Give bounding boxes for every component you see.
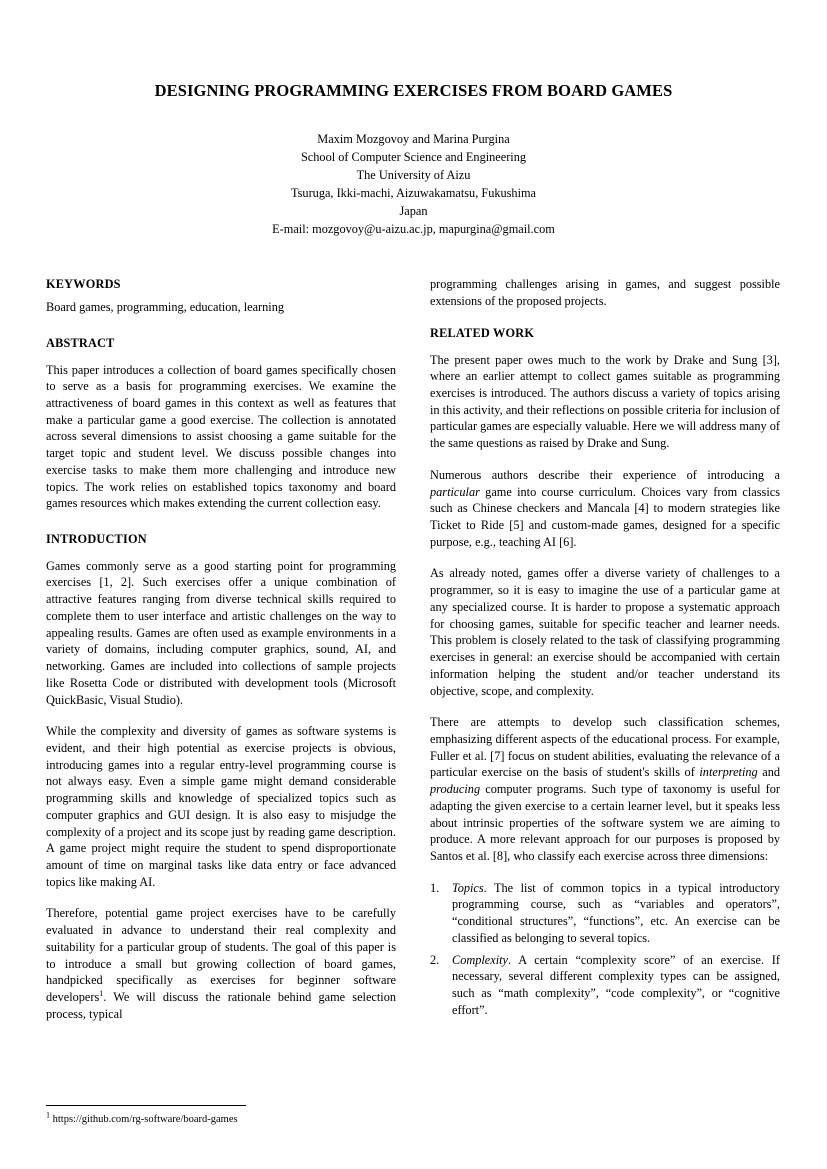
related-p2-emphasis: particular xyxy=(430,484,480,499)
related-p4-emphasis-2: producing xyxy=(430,782,481,797)
intro-paragraph-3 xyxy=(46,905,396,1022)
affiliation: School of Computer Science and Engineering xyxy=(300,150,527,165)
related-p4-emphasis-1: interpreting xyxy=(699,765,758,780)
intro-paragraph-2: While the complexity and diversity of games as software systems is evident, and their high potential as exercise projects is obvious, introducing games into a regular entry-level programming course is not always easy. Even a simple game might demand considerable programming skills and knowledge of specialized topics such as computer graphics and GUI design. It is also easy to misjudge the complexity of a project and its scope just by reading game description. A game project might require the student to spend disproportionate amount of time on marginal tasks like data entry or face advanced topics like making AI. xyxy=(46,724,396,889)
list-item-term: Topics xyxy=(452,880,484,895)
related-paragraph-4 xyxy=(430,714,780,864)
keywords-heading: KEYWORDS xyxy=(46,277,121,292)
abstract-paragraph: This paper introduces a collection of board games specifically chosen to serve as a basis for programming exercises. We examine the attractiveness of board games in this context as well as features that make a particular game a good exercise. The collection is annotated across several dimensions to assist choosing a game suitable for the target topic and student level. We discuss possible changes into exercise tasks to make them more challenging and introduce new topics. The work relies on established topics taxonomy and board games resources which makes extending the current collection easy. xyxy=(46,362,396,511)
email-line: E-mail: mozgovoy@u-aizu.ac.jp, mapurgina@gmail.com xyxy=(272,221,555,236)
introduction-heading: INTRODUCTION xyxy=(46,532,147,547)
related-p2-a: Numerous authors describe their experience of introducing a xyxy=(430,467,780,482)
related-paragraph-1: The present paper owes much to the work by Drake and Sung [3], where an earlier attempt to collect games suitable as programming exercises is introduced. The authors discuss a variety of topics arising in this activity, and their reflections on possible criteria for inclusion of particular games are especially valuable. Here we will address many of the same questions as raised by Drake and Sung. xyxy=(430,352,780,451)
left-column xyxy=(46,276,396,1041)
footnote-url: https://github.com/rg-software/board-games xyxy=(52,1114,238,1126)
related-work-section xyxy=(430,325,780,1019)
footnote-divider xyxy=(46,1105,246,1106)
list-item-body xyxy=(452,952,780,1019)
address: Tsuruga, Ikki-machi, Aizuwakamatsu, Fukushima xyxy=(290,185,537,200)
right-column xyxy=(430,276,780,1041)
keywords-text: Board games, programming, education, learning xyxy=(46,300,285,315)
related-p4-a: There are attempts to develop such classification schemes, emphasizing different aspects of the educational process. For example, Fuller et al. [7] focus on student abilities, evaluating the relevance of a particular exercise on the basis of student's skills of xyxy=(430,715,780,780)
footnote-ref: 1 xyxy=(99,988,104,998)
list-item xyxy=(430,952,780,1019)
intro-p3-text-a: Therefore, potential game project exercises have to be carefully evaluated in advance to understand their real complexity and suitability for a particular group of students. The goal of this paper is to introduce a small but growing collection of board games, handpicked specifically as exercises for beginner software developers xyxy=(46,906,396,1004)
related-paragraph-3: As already noted, games offer a diverse variety of challenges to a programmer, so it is easy to imagine the use of a particular game at any specialized course. It is harder to propose a systematic approach for choosing games, suitable for specific teacher and learner needs. This problem is closely related to the task of classifying programming exercises in general: an exercise should be accompanied with certain information helping the student and/or teacher understand its objective, scope, and complexity. xyxy=(430,566,780,698)
related-work-heading: RELATED WORK xyxy=(430,325,535,340)
abstract-heading: ABSTRACT xyxy=(46,335,115,350)
intro-paragraph-1: Games commonly serve as a good starting point for programming exercises [1, 2]. Such exercises offer a unique combination of attractive features ranging from diverse technical skills required to complete them to user interface and artistic challenges on the way to appealing results. Games are often used as example environments in a variety of domains, including computer graphics, sound, AI, and networking. Games are included into collections of sample projects like Rosetta Code or distributed with development tools (Microsoft QuickBasic, Visual Studio). xyxy=(46,558,396,707)
authors-names: Maxim Mozgovoy and Marina Purgina xyxy=(317,132,510,147)
related-p4-b: and xyxy=(757,765,780,780)
page-title: DESIGNING PROGRAMMING EXERCISES FROM BOARD GAMES xyxy=(154,81,673,100)
list-item-number: 1. xyxy=(430,880,440,895)
list-item xyxy=(430,880,780,947)
continued-paragraph: programming challenges arising in games, and suggest possible extensions of the proposed projects. xyxy=(430,277,780,309)
intro-p3-text-b: . We will discuss the rationale behind game selection process, typical xyxy=(46,990,396,1021)
footnote-marker: 1 xyxy=(46,1110,50,1120)
two-column-body xyxy=(46,276,781,1041)
list-item-term: Complexity xyxy=(452,952,509,967)
related-paragraph-2 xyxy=(430,467,780,551)
list-item-body xyxy=(452,880,780,947)
related-p4-c: computer programs. Such type of taxonomy is useful for adapting the given exercise to a certain learner level, but it speaks less about intrinsic properties of the software system we are aiming to produce. A more relevant approach for our purposes is proposed by Santos et al. [8], who classify each exercise across three dimensions: xyxy=(430,782,780,863)
country: Japan xyxy=(399,203,428,218)
dimensions-list xyxy=(430,880,780,1019)
list-item-number: 2. xyxy=(430,952,440,967)
introduction-section xyxy=(46,531,396,1022)
list-item-text: . A certain “complexity score” of an exercise. If necessary, several different complexity types can be assigned, such as “math complexity”, “code complexity”, or “cognitive effort”. xyxy=(452,952,780,1017)
authors-block xyxy=(46,131,781,238)
university: The University of Aizu xyxy=(356,168,471,183)
footnote-line xyxy=(46,1110,396,1127)
footnote-block xyxy=(46,1105,396,1127)
related-p2-b: game into course curriculum. Choices vary from classics such as Chinese checkers and Mancala [4] to modern strategies like Ticket to Ride [5] and custom-made games, designed for a specific purpose, e.g., teaching AI [6]. xyxy=(430,484,780,549)
list-item-text: . The list of common topics in a typical introductory programming course, such as “variables and operators”, “conditional structures”, “functions”, etc. An exercise can be classified as belonging to several topics. xyxy=(452,880,780,945)
abstract-section xyxy=(46,335,396,512)
keywords-section xyxy=(46,276,396,315)
